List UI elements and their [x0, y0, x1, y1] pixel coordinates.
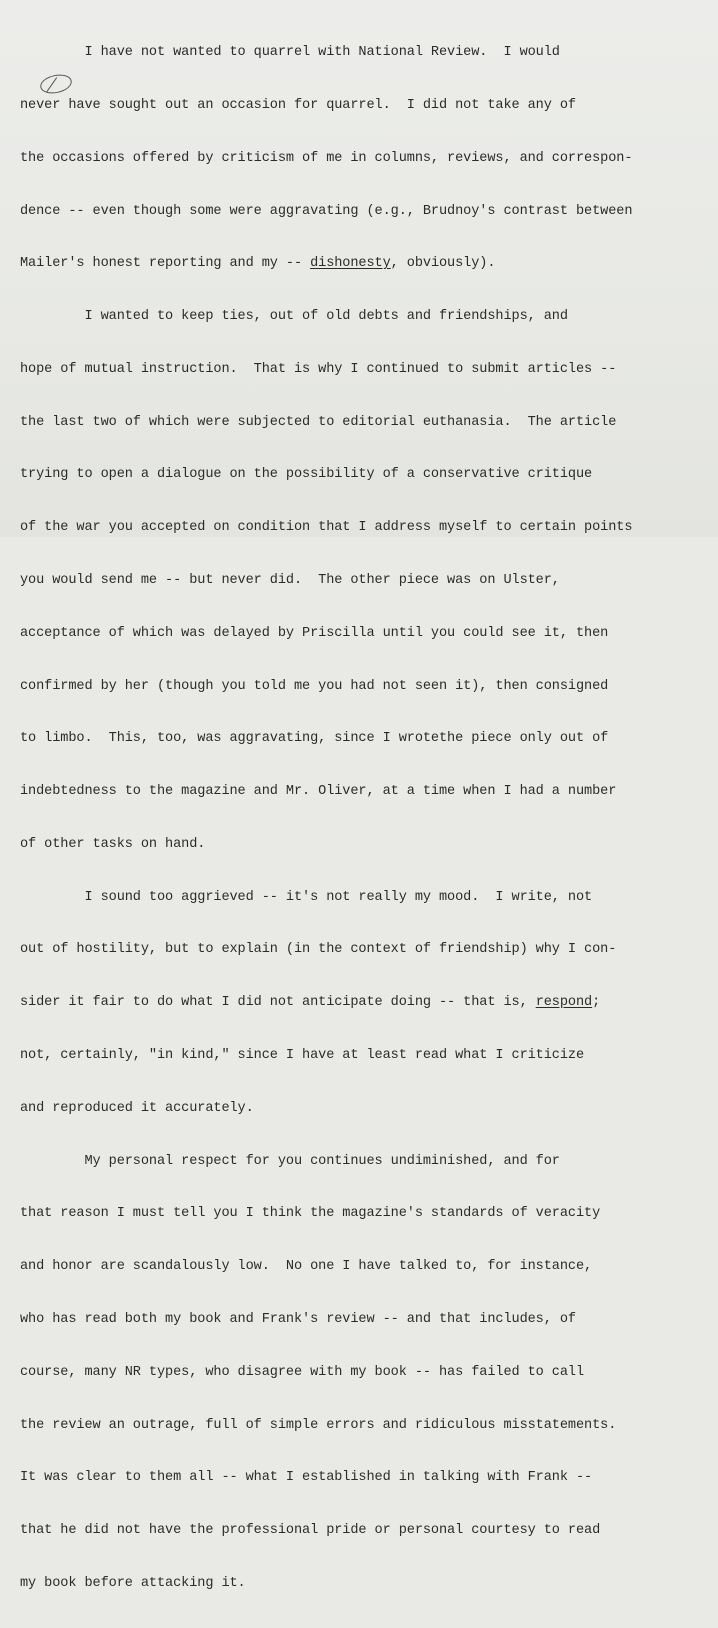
letter-line-4: dence -- even though some were aggravating (e.g., Brudnoy's contrast between [20, 203, 633, 219]
letter-line-17: I sound too aggrieved -- it's not really my mood. I write, not [20, 889, 593, 905]
underlined-word: dishonesty [310, 256, 391, 272]
letter-line-3: the occasions offered by criticism of me in columns, reviews, and correspon- [20, 150, 633, 166]
letter-line-6: I wanted to keep ties, out of old debts and friendships, and [20, 309, 568, 325]
letter-line-1: I have not wanted to quarrel with National Review. I would [20, 45, 560, 61]
letter-line-28: It was clear to them all -- what I established in talking with Frank -- [20, 1470, 593, 1486]
letter-line-24: and honor are scandalously low. No one I have talked to, for instance, [20, 1259, 593, 1275]
letter-line-13: confirmed by her (though you told me you had not seen it), then consigned [20, 678, 609, 694]
letter-line-26: course, many NR types, who disagree with my book -- has failed to call [20, 1364, 585, 1380]
letter-line-30: my book before attacking it. [20, 1575, 246, 1591]
letter-line-2: never have sought out an occasion for quarrel. I did not take any of [20, 97, 576, 113]
letter-line-22: My personal respect for you continues undiminished, and for [20, 1153, 560, 1169]
letter-line-5: Mailer's honest reporting and my -- dishonesty, obviously). [20, 256, 496, 272]
underlined-word: respond [535, 995, 593, 1011]
letter-line-25: who has read both my book and Frank's review -- and that includes, of [20, 1311, 576, 1327]
letter-line-16: of other tasks on hand. [20, 836, 206, 852]
letter-line-19: sider it fair to do what I did not anticipate doing -- that is, respond; [20, 995, 601, 1011]
letter-line-9: trying to open a dialogue on the possibility of a conservative critique [20, 467, 593, 483]
letter-line-21: and reproduced it accurately. [20, 1100, 254, 1116]
letter-line-29: that he did not have the professional pride or personal courtesy to read [20, 1523, 601, 1539]
letter-line-27: the review an outrage, full of simple errors and ridiculous misstatements. [20, 1417, 617, 1433]
letter-line-18: out of hostility, but to explain (in the context of friendship) why I con- [20, 942, 617, 958]
letter-line-8: the last two of which were subjected to editorial euthanasia. The article [20, 414, 617, 430]
letter-body [20, 9, 710, 1628]
letter-line-20: not, certainly, "in kind," since I have at least read what I criticize [20, 1048, 585, 1064]
letter-line-23: that reason I must tell you I think the magazine's standards of veracity [20, 1206, 601, 1222]
letter-line-7: hope of mutual instruction. That is why I continued to submit articles -- [20, 361, 617, 377]
letter-line-15: indebtedness to the magazine and Mr. Oliver, at a time when I had a number [20, 784, 617, 800]
letter-line-11: you would send me -- but never did. The other piece was on Ulster, [20, 573, 560, 588]
letter-line-10: of the war you accepted on condition that I address myself to certain points [20, 520, 633, 536]
letter-line-14: to limbo. This, too, was aggravating, since I wrotethe piece only out of [20, 731, 609, 747]
letter-line-12: acceptance of which was delayed by Priscilla until you could see it, then [20, 625, 609, 641]
